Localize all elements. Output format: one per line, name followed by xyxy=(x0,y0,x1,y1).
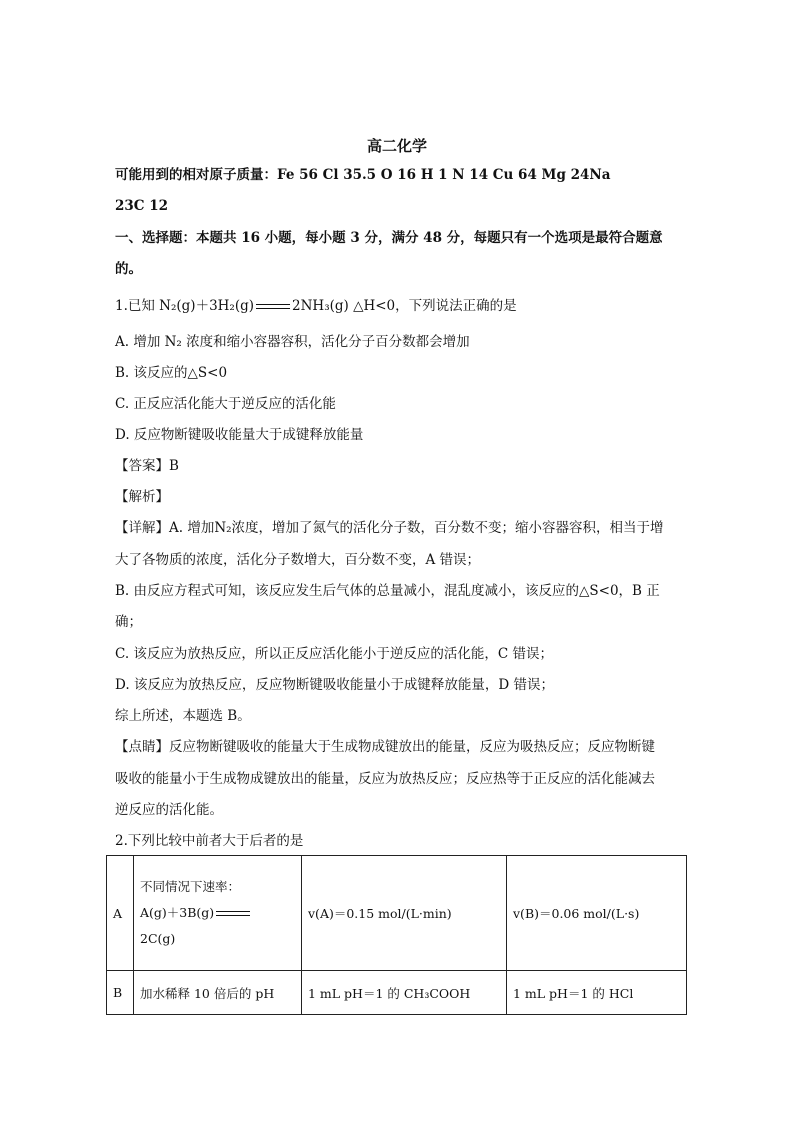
q1-detail-line: B. 由反应方程式可知，该反应发生后气体的总量减小，混乱度减小，该反应的△S<0，B 正 xyxy=(115,583,660,599)
page-title: 高二化学 xyxy=(366,137,427,155)
table-cell: 1 mL pH＝1 的 CH₃COOH xyxy=(302,971,507,1015)
q1-detail-line: 【详解】A. 增加N₂浓度，增加了氮气的活化分子数，百分数不变；缩小容器容积，相当于增 xyxy=(115,520,664,536)
equilibrium-arrow-icon xyxy=(214,909,252,919)
q1-option-b: B. 该反应的△S<0 xyxy=(115,365,228,381)
row-description xyxy=(134,856,302,971)
row-label: A xyxy=(107,856,134,971)
table-cell: 1 mL pH＝1 的 HCl xyxy=(507,971,687,1015)
row-description: 加水稀释 10 倍后的 pH xyxy=(134,971,302,1015)
table-cell: v(B)＝0.06 mol/(L·s) xyxy=(507,856,687,971)
q1-detail-line: 综上所述，本题选 B。 xyxy=(115,708,251,724)
q1-note-line: 吸收的能量小于生成物成键放出的能量，反应为放热反应；反应热等于正反应的活化能减去 xyxy=(115,771,655,787)
q1-detail-line: D. 该反应为放热反应，反应物断键吸收能量小于成键释放能量，D 错误； xyxy=(115,677,555,693)
row-desc-line xyxy=(140,900,295,926)
row-desc-line: 不同情况下速率： xyxy=(140,879,241,894)
table-cell: v(A)＝0.15 mol/(L·min) xyxy=(302,856,507,971)
q1-option-d: D. 反应物断键吸收能量大于成键释放能量 xyxy=(115,427,364,443)
section-heading-line-1: 一、选择题：本题共 16 小题，每小题 3 分，满分 48 分，每题只有一个选项是最符合题意 xyxy=(115,230,663,246)
q1-detail-line: 确； xyxy=(115,614,142,630)
atomic-masses-line-2: 23C 12 xyxy=(115,198,169,214)
q2-table xyxy=(106,855,687,1015)
atomic-masses-line-1: 可能用到的相对原子质量：Fe 56 Cl 35.5 O 16 H 1 N 14 Cu 64 Mg 24Na xyxy=(115,167,611,183)
q1-note-line: 【点睛】反应物断键吸收的能量大于生成物成键放出的能量，反应为吸热反应；反应物断键 xyxy=(115,739,655,755)
table-row xyxy=(107,971,687,1015)
section-heading-line-2: 的。 xyxy=(115,261,142,277)
q2-stem: 2.下列比较中前者大于后者的是 xyxy=(115,833,304,849)
q1-stem-part-b: 2NH₃(g) △H<0，下列说法正确的是 xyxy=(292,298,517,314)
q1-detail-line: C. 该反应为放热反应，所以正反应活化能小于逆反应的活化能，C 错误； xyxy=(115,646,554,662)
equilibrium-arrow-icon xyxy=(254,302,292,312)
q1-option-c: C. 正反应活化能大于逆反应的活化能 xyxy=(115,396,336,412)
q1-note-line: 逆反应的活化能。 xyxy=(115,802,223,818)
row-desc-equation: A(g)＋3B(g) xyxy=(140,905,215,920)
q1-stem xyxy=(115,297,517,315)
q1-analysis-heading: 【解析】 xyxy=(115,489,169,505)
row-label: B xyxy=(107,971,134,1015)
q1-stem-part-a: 1.已知 N₂(g)＋3H₂(g) xyxy=(115,298,255,314)
row-desc-line: 2C(g) xyxy=(140,931,176,946)
q1-option-a: A. 增加 N₂ 浓度和缩小容器容积，活化分子百分数都会增加 xyxy=(115,334,470,350)
q1-answer: 【答案】B xyxy=(115,458,179,474)
table-row xyxy=(107,856,687,971)
q1-detail-line: 大了各物质的浓度，活化分子数增大，百分数不变，A 错误； xyxy=(115,552,481,568)
